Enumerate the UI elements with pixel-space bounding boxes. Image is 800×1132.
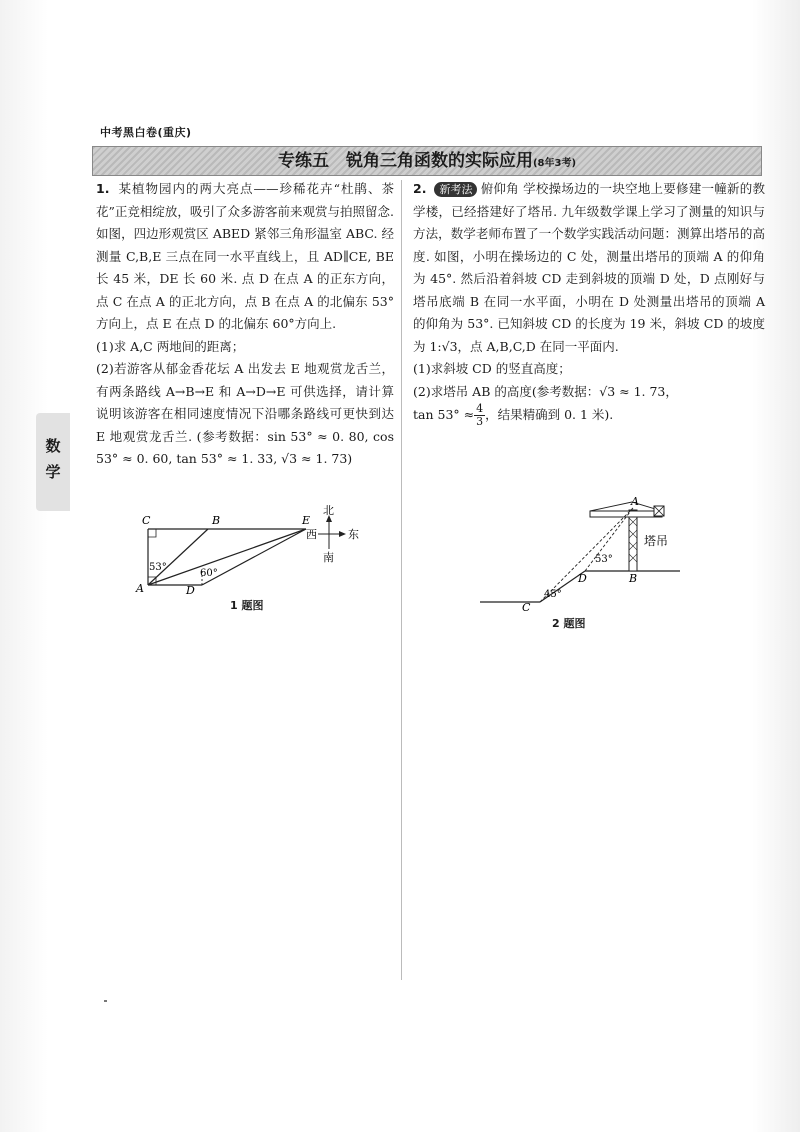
q1-part-2: (2)若游客从郁金香花坛 A 出发去 E 地观赏龙舌兰，有两条路线 A→B→E 和 A→D→E 可供选择，请计算说明该游客在相同速度情况下沿哪条路线可更快到达 E 地观赏龙舌兰. (参考数据：sin 53° ≈ 0. 80, cos 53° ≈ 0. 60, tan 53° ≈ 1. 33, √3 ≈ 1. 73) [96, 361, 394, 466]
q2-label-a: A [631, 495, 639, 508]
q2-intro: 俯仰角 学校操场边的一块空地上要修建一幢新的教学楼，已经搭建好了塔吊. 九年级数学课上学习了测量的知识与方法，数学老师布置了一个数学实践活动问题：测算出塔吊的高度. 如图，小明在操场边的 C 处，测量出塔吊的顶端 A 的仰角为 45°. 然后沿着斜坡 CD 走到斜坡的顶端 D 处，D 点刚好与塔吊底端 B 在同一水平面，小明在 D 处测量出塔吊的顶端 A 的仰角为 53°. 已知斜坡 CD 的长度为 19 米，斜坡 CD 的坡度为 1:√3，点 A,B,C,D 在同一平面内. [413, 181, 765, 354]
side-tab-char-1: 数 [45, 437, 61, 455]
q2-stem [413, 178, 765, 358]
q1-part-1: (1)求 A,C 两地间的距离； [96, 338, 245, 354]
question-2 [413, 178, 765, 428]
q1-compass-east: 东 [348, 528, 359, 541]
q2-frac-numerator: 4 [476, 402, 484, 415]
q1-number: 1. [96, 181, 110, 196]
q2-sightline-ca [540, 508, 633, 602]
q2-frac-denominator: 3 [476, 415, 484, 428]
q1-right-angle-c [148, 529, 156, 537]
q2-tower-cables [590, 502, 662, 511]
q2-figure-caption: 2 题图 [552, 617, 586, 630]
page-mark [104, 1000, 107, 1002]
q1-figure [130, 505, 390, 605]
q1-text: 某植物园内的两大亮点——珍稀花卉“杜鹃、茶花”正竞相绽放，吸引了众多游客前来观赏与拍照留念. 如图，四边形观赏区 ABED 紧邻三角形温室 ABC. 经测量 C,B,E 三点在同一水平直线上，且 AD∥CE, BE 长 45 米，DE 长 60 米. 点 D 在点 A 的正东方向，点 C 在点 A 的正北方向，点 B 在点 A 的北偏东 53°方向上，点 E 在点 D 的北偏东 60°方向上. [96, 181, 394, 331]
q1-line-ab [148, 529, 208, 585]
column-divider [401, 180, 402, 980]
q2-figure [470, 490, 720, 615]
q1-angle-60: 60° [200, 568, 218, 579]
q2-fraction [474, 403, 485, 428]
section-title-band [92, 146, 762, 176]
side-tab-char-2: 学 [45, 463, 61, 481]
q2-new-method-badge: 新考法 [434, 182, 477, 197]
section-title-sub: (8年3考) [532, 158, 577, 169]
q1-stem [96, 178, 394, 336]
q1-label-e: E [302, 514, 311, 527]
q2-tan-rest: ，结果精确到 0. 1 米). [485, 407, 614, 422]
q2-label-c: C [522, 601, 531, 614]
q2-tower-label: 塔吊 [644, 534, 669, 548]
q1-compass-north: 北 [323, 505, 334, 517]
book-header: 中考黑白卷(重庆) [100, 126, 192, 139]
q1-label-d: D [186, 584, 195, 597]
q2-tan-label: tan 53° ≈ [413, 407, 475, 422]
q2-label-d: D [578, 572, 587, 585]
q2-part-1: (1)求斜坡 CD 的竖直高度； [413, 361, 571, 376]
question-1 [96, 178, 394, 471]
q1-compass-south: 南 [323, 551, 334, 564]
q2-label-b: B [629, 572, 638, 585]
q2-part-2a: (2)求塔吊 AB 的高度(参考数据：√3 ≈ 1. 73， [413, 383, 678, 399]
q1-compass-west: 西 [306, 528, 317, 541]
q2-angle-45: 45° [544, 589, 562, 600]
q2-part-2b [413, 403, 765, 428]
q1-angle-53: 53° [149, 562, 167, 573]
q1-label-b: B [212, 514, 221, 527]
q2-number: 2. [413, 181, 427, 196]
subject-side-tab [36, 413, 70, 511]
q2-angle-53: 53° [595, 554, 613, 565]
q2-tower-jib [590, 511, 662, 517]
q1-compass-arrow-e [339, 531, 346, 537]
section-title [93, 147, 761, 175]
section-title-main: 专练五 锐角三角函数的实际应用 [277, 151, 533, 171]
q1-figure-caption: 1 题图 [230, 599, 264, 612]
q1-label-c: C [142, 514, 151, 527]
q1-label-a: A [136, 582, 144, 595]
q1-line-ae [148, 529, 306, 585]
